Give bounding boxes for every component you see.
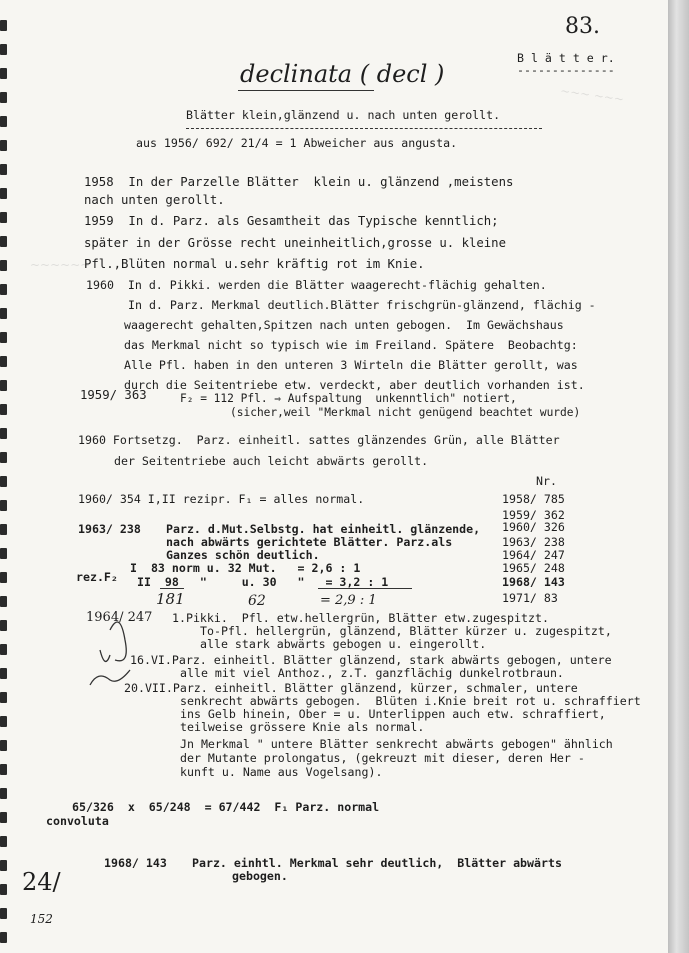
binding-hole bbox=[0, 140, 7, 151]
cross-line: 65/326 x 65/248 = 67/442 F₁ Parz. normal bbox=[72, 800, 380, 814]
binding-hole bbox=[0, 356, 7, 367]
binding-hole bbox=[0, 620, 7, 631]
bleed-through-text: ~~~ ~~~ bbox=[559, 83, 625, 107]
binding-hole bbox=[0, 212, 7, 223]
binding-holes bbox=[0, 0, 9, 953]
number-index-row: 1971/ 83 bbox=[502, 591, 558, 605]
entry-june-line: 16.VI.Parz. einheitl. Blätter glänzend, stark abwärts gebogen, untere bbox=[130, 653, 612, 667]
number-index-row: 1968/ 143 bbox=[502, 575, 565, 589]
fortsetzung-line: 1960 Fortsetzg. Parz. einheitl. sattes glänzendes Grün, alle Blätter bbox=[78, 433, 560, 447]
binding-hole bbox=[0, 476, 7, 487]
handwritten-ratio: = 2,9 : 1 bbox=[320, 593, 377, 608]
title-underline bbox=[238, 90, 374, 91]
binding-hole bbox=[0, 116, 7, 127]
f2-note: (sicher,weil "Merkmal nicht genügend beachtet wurde) bbox=[230, 406, 581, 419]
page-number: 83. bbox=[565, 14, 600, 39]
margin-handwriting: 24/ bbox=[22, 868, 61, 896]
binding-hole bbox=[0, 572, 7, 583]
entry-line: das Merkmal nicht so typisch wie im Freiland. Spätere Beobachtg: bbox=[124, 338, 578, 352]
entry-july-line: kunft u. Name aus Vogelsang). bbox=[180, 765, 383, 779]
handwritten-sum: 181 bbox=[156, 590, 185, 608]
section-label: B l ä t t e r. bbox=[517, 51, 615, 65]
entry-1968-ref: 1968/ 143 bbox=[104, 856, 167, 870]
entry-1964-line: 1.Pikki. Pfl. etw.hellergrün, Blätter etw.zugespitzt. bbox=[172, 611, 549, 625]
page-edge bbox=[668, 0, 689, 953]
binding-hole bbox=[0, 500, 7, 511]
bleed-through-text: ~~~~~~ bbox=[30, 258, 91, 272]
binding-hole bbox=[0, 284, 7, 295]
binding-hole bbox=[0, 884, 7, 895]
binding-hole bbox=[0, 548, 7, 559]
ratio-row: I 83 norm u. 32 Mut. = 2,6 : 1 bbox=[130, 561, 361, 575]
binding-hole bbox=[0, 428, 7, 439]
number-index-row: 1964/ 247 bbox=[502, 548, 565, 562]
binding-hole bbox=[0, 764, 7, 775]
binding-hole bbox=[0, 692, 7, 703]
fortsetzung-line: der Seitentriebe auch leicht abwärts gerollt. bbox=[114, 454, 429, 468]
binding-hole bbox=[0, 812, 7, 823]
entry-july-line: der Mutante prolongatus, (gekreuzt mit dieser, deren Her - bbox=[180, 751, 585, 765]
reciprocal-line: nach abwärts gerichtete Blätter. Parz.als bbox=[166, 535, 453, 549]
f2-reference: 1959/ 363 bbox=[80, 388, 147, 402]
body-line: 1958 In der Parzelle Blätter klein u. glänzend ,meistens bbox=[84, 175, 514, 189]
cross-name: convoluta bbox=[46, 814, 109, 828]
entry-july-line: ins Gelb hinein, Ober = u. Unterlippen auch etw. schraffiert, bbox=[180, 707, 606, 721]
document-subtitle: Blätter klein,glänzend u. nach unten gerollt. bbox=[186, 108, 501, 122]
number-index-header: Nr. bbox=[536, 474, 557, 488]
ratio-underline bbox=[318, 588, 412, 589]
ratio-underline bbox=[160, 588, 184, 589]
number-index-row: 1963/ 238 bbox=[502, 535, 565, 549]
entry-june-line: alle mit viel Anthoz., z.T. ganzflächig dunkelrotbraun. bbox=[180, 666, 564, 680]
rez-f2-label: rez.F₂ bbox=[76, 570, 118, 584]
body-line: nach unten gerollt. bbox=[84, 193, 225, 207]
entry-july-line: 20.VII.Parz. einheitl. Blätter glänzend, kürzer, schmaler, untere bbox=[124, 681, 578, 695]
binding-hole bbox=[0, 332, 7, 343]
entry-july-line: senkrecht abwärts gebogen. Blüten i.Knie breit rot u. schraffiert bbox=[180, 694, 641, 708]
entry-1968-line: Parz. einhtl. Merkmal sehr deutlich, Blätter abwärts bbox=[192, 856, 562, 870]
entry-line: Alle Pfl. haben in den unteren 3 Wirteln die Blätter gerollt, was bbox=[124, 358, 578, 372]
entry-line: In d. Parz. Merkmal deutlich.Blätter frischgrün-glänzend, flächig - bbox=[128, 298, 596, 312]
entry-1964-ref: 1964/ 247 bbox=[86, 610, 153, 625]
binding-hole bbox=[0, 20, 7, 31]
reciprocal-line: Ganzes schön deutlich. bbox=[166, 548, 320, 562]
entry-line: durch die Seitentriebe etw. verdeckt, aber deutlich vorhanden ist. bbox=[124, 378, 585, 392]
number-index-row: 1959/ 362 bbox=[502, 508, 565, 522]
entry-july-line: teilweise grössere Knie als normal. bbox=[180, 720, 425, 734]
reciprocal-ref: 1963/ 238 bbox=[78, 522, 141, 536]
document-title: declinata ( decl ) bbox=[240, 60, 445, 88]
body-line: später in der Grösse recht uneinheitlich,grosse u. kleine bbox=[84, 236, 506, 250]
reciprocal-line: 1960/ 354 I,II rezipr. F₁ = alles normal. bbox=[78, 492, 365, 506]
entry-line: waagerecht gehalten,Spitzen nach unten gebogen. Im Gewächshaus bbox=[124, 318, 564, 332]
entry-1964-line: alle stark abwärts gebogen u. eingerollt. bbox=[200, 637, 487, 651]
binding-hole bbox=[0, 260, 7, 271]
binding-hole bbox=[0, 524, 7, 535]
binding-hole bbox=[0, 92, 7, 103]
binding-hole bbox=[0, 716, 7, 727]
reciprocal-line: Parz. d.Mut.Selbstg. hat einheitl. glänzende, bbox=[166, 522, 481, 536]
body-line: Pfl.,Blüten normal u.sehr kräftig rot im Knie. bbox=[84, 257, 425, 271]
binding-hole bbox=[0, 236, 7, 247]
number-index-row: 1958/ 785 bbox=[502, 492, 565, 506]
binding-hole bbox=[0, 908, 7, 919]
binding-hole bbox=[0, 644, 7, 655]
binding-hole bbox=[0, 668, 7, 679]
margin-handwriting: 152 bbox=[30, 912, 53, 926]
entry-july-line: Jn Merkmal " untere Blätter senkrecht abwärts gebogen" ähnlich bbox=[180, 737, 613, 751]
entry-1968-line: gebogen. bbox=[232, 869, 288, 883]
origin-line: aus 1956/ 692/ 21/4 = 1 Abweicher aus angusta. bbox=[136, 136, 458, 150]
binding-hole bbox=[0, 188, 7, 199]
binding-hole bbox=[0, 68, 7, 79]
entry-line: 1960 In d. Pikki. werden die Blätter waagerecht-flächig gehalten. bbox=[86, 278, 547, 292]
binding-hole bbox=[0, 932, 7, 943]
binding-hole bbox=[0, 740, 7, 751]
binding-hole bbox=[0, 860, 7, 871]
binding-hole bbox=[0, 44, 7, 55]
section-rule: -------------- bbox=[517, 63, 615, 77]
binding-hole bbox=[0, 452, 7, 463]
margin-scribbles bbox=[80, 590, 190, 700]
number-index-row: 1965/ 248 bbox=[502, 561, 565, 575]
f2-text: F₂ = 112 Pfl. ⇒ Aufspaltung unkenntlich" notiert, bbox=[180, 392, 517, 405]
binding-hole bbox=[0, 596, 7, 607]
subtitle-rule bbox=[186, 128, 542, 129]
number-index-row: 1960/ 326 bbox=[502, 520, 565, 534]
binding-hole bbox=[0, 308, 7, 319]
binding-hole bbox=[0, 788, 7, 799]
binding-hole bbox=[0, 836, 7, 847]
handwritten-sum: 62 bbox=[248, 593, 266, 609]
binding-hole bbox=[0, 380, 7, 391]
entry-1964-line: To-Pfl. hellergrün, glänzend, Blätter kürzer u. zugespitzt, bbox=[200, 624, 612, 638]
body-line: 1959 In d. Parz. als Gesamtheit das Typische kenntlich; bbox=[84, 214, 499, 228]
binding-hole bbox=[0, 164, 7, 175]
binding-hole bbox=[0, 404, 7, 415]
ratio-row: II 98 " u. 30 " = 3,2 : 1 bbox=[137, 575, 389, 589]
